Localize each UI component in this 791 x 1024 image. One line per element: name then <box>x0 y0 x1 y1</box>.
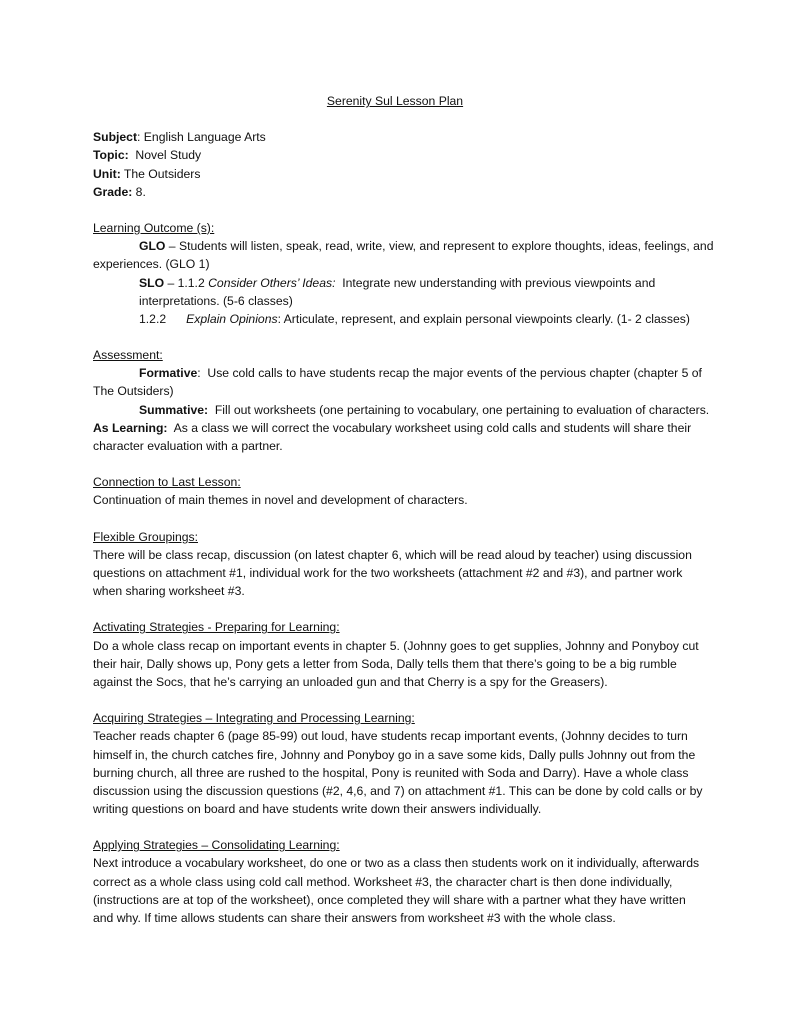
spacer <box>93 691 703 709</box>
slo-line-1 <box>93 274 703 292</box>
subject-line <box>93 128 703 146</box>
slo-item-2-title: Explain Opinions <box>186 311 278 326</box>
document-title: Serenity Sul Lesson Plan <box>326 94 464 108</box>
unit-line <box>93 165 703 183</box>
as-learning-label: As Learning: <box>93 420 168 435</box>
summative-line <box>93 401 710 419</box>
grade-label: Grade: <box>93 184 133 199</box>
spacer <box>93 455 703 473</box>
unit-label: Unit: <box>93 166 121 181</box>
lesson-plan-document <box>93 92 714 927</box>
groupings-line: There will be class recap, discussion (on latest chapter 6, which will be read aloud by teacher) using discussion <box>93 547 692 562</box>
grade-line <box>93 183 703 201</box>
groupings-line: when sharing worksheet #3. <box>93 584 245 599</box>
activating-line: their hair, Dally shows up, Pony gets a letter from Soda, Dally tells them that there’s going to be a big rumble <box>93 656 677 671</box>
spacer <box>93 600 703 618</box>
glo-label: GLO <box>139 239 166 254</box>
slo-item-2 <box>93 310 703 328</box>
acquiring-line: himself in, the church catches fire, Johnny and Ponyboy go in a save some kids, Dally pulls Johnny out from the <box>93 747 696 762</box>
slo-title: Consider Others’ Ideas: <box>208 275 336 290</box>
topic-value: Novel Study <box>128 148 202 163</box>
applying-line: correct as a whole class using cold call method. Worksheet #3, the character chart is then done individually, <box>93 874 673 889</box>
acquiring-line: writing questions on board and have students write down their answers individually. <box>93 801 542 816</box>
formative-text: : Use cold calls to have students recap the major events of the pervious chapter (chapter 5 of <box>197 366 702 381</box>
topic-line <box>93 146 703 164</box>
formative-label: Formative <box>139 366 198 381</box>
spacer <box>93 328 703 346</box>
slo-label: SLO <box>139 275 165 290</box>
spacer <box>93 110 703 128</box>
acquiring-line: Teacher reads chapter 6 (page 85-99) out loud, have students recap important events, (Johnny decides to turn <box>93 729 688 744</box>
groupings-line: questions on attachment #1, individual work for the two worksheets (attachment #2 and #3), and partner work <box>93 565 683 580</box>
unit-value: The Outsiders <box>120 166 201 181</box>
applying-heading: Applying Strategies – Consolidating Learning: <box>93 838 340 853</box>
slo-text: Integrate new understanding with previous viewpoints and <box>335 275 656 290</box>
grade-value: 8. <box>132 184 146 199</box>
subject-label: Subject <box>93 130 138 145</box>
glo-text: – Students will listen, speak, read, write, view, and represent to explore thoughts, ideas, feelings, and <box>165 239 714 254</box>
formative-line-1 <box>93 364 703 382</box>
slo-line-2: interpretations. (5-6 classes) <box>139 293 293 308</box>
spacer <box>93 510 703 528</box>
formative-line-2: The Outsiders) <box>93 384 174 399</box>
applying-line: Next introduce a vocabulary worksheet, do one or two as a class then students work on it individually, afterwards <box>93 856 700 871</box>
activating-line: Do a whole class recap on important events in chapter 5. (Johnny goes to get supplies, Johnny and Ponyboy cut <box>93 638 699 653</box>
subject-value: : English Language Arts <box>137 130 266 145</box>
as-learning-line-2: character evaluation with a partner. <box>93 438 283 453</box>
as-learning-text: As a class we will correct the vocabulary worksheet using cold calls and students will share their <box>167 420 692 435</box>
learning-outcomes-heading: Learning Outcome (s): <box>93 221 215 236</box>
slo-prefix: – 1.1.2 <box>164 275 209 290</box>
spacer <box>93 201 703 219</box>
acquiring-line: discussion using the discussion questions (#2, 4,6, and 7) on attachment #1. This can be done by cold calls or by <box>93 783 703 798</box>
spacer <box>93 818 703 836</box>
acquiring-line: burning church, all three are rushed to the hospital, Pony is reunited with Soda and Darry). Have a whole class <box>93 765 689 780</box>
groupings-heading: Flexible Groupings: <box>93 529 198 544</box>
activating-heading: Activating Strategies - Preparing for Learning: <box>93 620 340 635</box>
connection-text: Continuation of main themes in novel and development of characters. <box>93 493 468 508</box>
topic-label: Topic: <box>93 148 129 163</box>
slo-item-2-number: 1.2.2 <box>139 311 167 326</box>
connection-heading: Connection to Last Lesson: <box>93 475 241 490</box>
slo-item-2-text: : Articulate, represent, and explain personal viewpoints clearly. (1- 2 classes) <box>277 311 690 326</box>
assessment-heading: Assessment: <box>93 348 163 363</box>
applying-line: (instructions are at top of the worksheet), once completed they will share with a partner what they have written <box>93 892 686 907</box>
acquiring-heading: Acquiring Strategies – Integrating and Processing Learning: <box>93 711 415 726</box>
as-learning-line-1 <box>93 419 703 437</box>
applying-line: and why. If time allows students can share their answers from worksheet #3 with the whole class. <box>93 910 616 925</box>
summative-label: Summative: <box>139 402 209 417</box>
activating-line: against the Socs, that he’s carrying an unloaded gun and that Cherry is a spy for the Greasers). <box>93 674 608 689</box>
glo-line-1 <box>93 237 714 255</box>
glo-line-2: experiences. (GLO 1) <box>93 257 210 272</box>
summative-text: Fill out worksheets (one pertaining to vocabulary, one pertaining to evaluation of characters. <box>208 402 710 417</box>
